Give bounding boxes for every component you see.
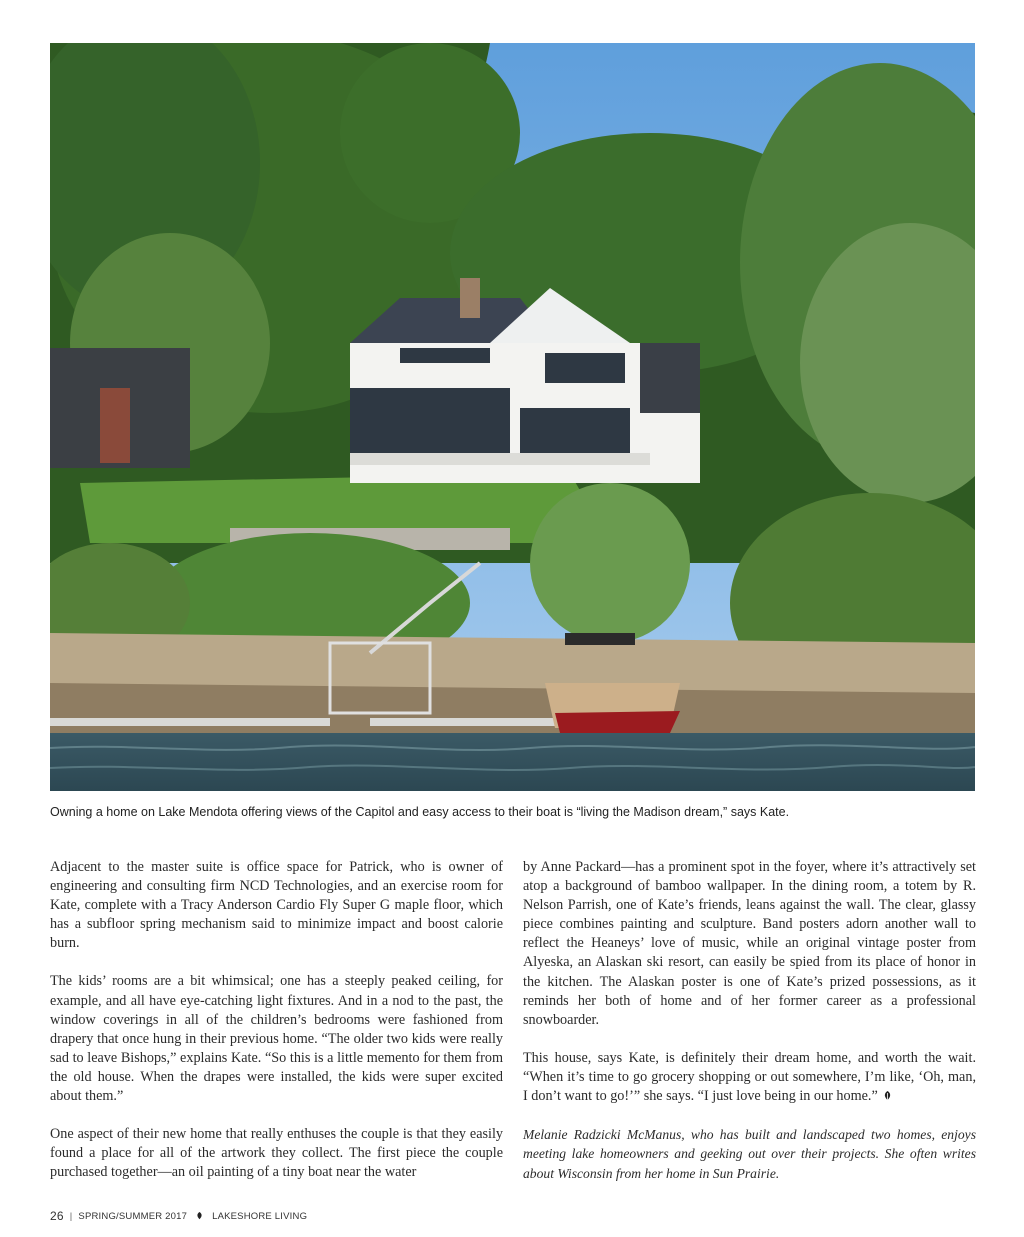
photo-caption: Owning a home on Lake Mendota offering views of the Capitol and easy access to their boat is “living the Madison dream,” says Kate. (50, 805, 790, 819)
paragraph: The kids’ rooms are a bit whimsical; one has a steeply peaked ceiling, for example, and all have eye-catching light fixtures. And in a nod to the past, the window coverings in all of the children’s bedrooms were fashioned from drapery that once hung in their previous home. “The older two kids were really sad to leave Bishops,” explains Kate. “So this is a little memento for them from the old house. When the drapes were installed, the kids were super excited about them.” (50, 973, 503, 1105)
issue-label: SPRING/SUMMER 2017 (78, 1210, 188, 1222)
author-bio: Melanie Radzicki McManus, who has built and landscaped two homes, enjoys meeting lake homeowners and geeking out over their projects. She often writes about Wisconsin from her home in Sun Prairie. (523, 1127, 976, 1181)
article-right-column (523, 858, 976, 1202)
leaf-icon (882, 1091, 893, 1101)
page-number: 26 (50, 1209, 64, 1223)
paragraph: One aspect of their new home that really enthuses the couple is that they easily found a place for all of the artwork they collect. The first piece the couple purchased together—an oil painting of a tiny boat near the water (50, 1126, 503, 1181)
paragraph: by Anne Packard—has a prominent spot in the foyer, where it’s attractively set atop a background of bamboo wallpaper. In the dining room, a totem by R. Nelson Parrish, one of Kate’s friends, leans against the wall. The clear, glassy piece combines painting and sculpture. Band posters adorn another wall to reflect the Heaneys’ love of music, while an original vintage poster from Alyeska, an Alaskan ski resort, can easily be spied from its place of honor in the kitchen. The Alaskan poster is one of Kate’s prized possessions, as it reminds her both of home and of her former career as a professional snowboarder. (523, 859, 976, 1028)
lakefront-house-photo (50, 43, 975, 791)
paragraph: Adjacent to the master suite is office space for Patrick, who is owner of engineering and consulting firm NCD Technologies, and an exercise room for Kate, complete with a Tracy Anderson Cardio Fly Super G maple floor, which has a subfloor spring mechanism said to minimize impact and boost calorie burn. (50, 859, 503, 952)
paragraph-text: This house, says Kate, is definitely their dream home, and worth the wait. “When it’s time to go grocery shopping or out somewhere, I’m like, ‘Oh, man, I don’t want to go!’” she says. “I just love being in our home.” (523, 1049, 976, 1105)
page-footer (50, 1209, 307, 1223)
article-left-column (50, 858, 503, 1201)
paragraph-closing (523, 1049, 976, 1106)
magazine-name: LAKESHORE LIVING (212, 1210, 308, 1222)
leaf-icon (195, 1212, 204, 1220)
footer-separator: | (69, 1210, 73, 1222)
house-photo-illustration (50, 43, 975, 791)
